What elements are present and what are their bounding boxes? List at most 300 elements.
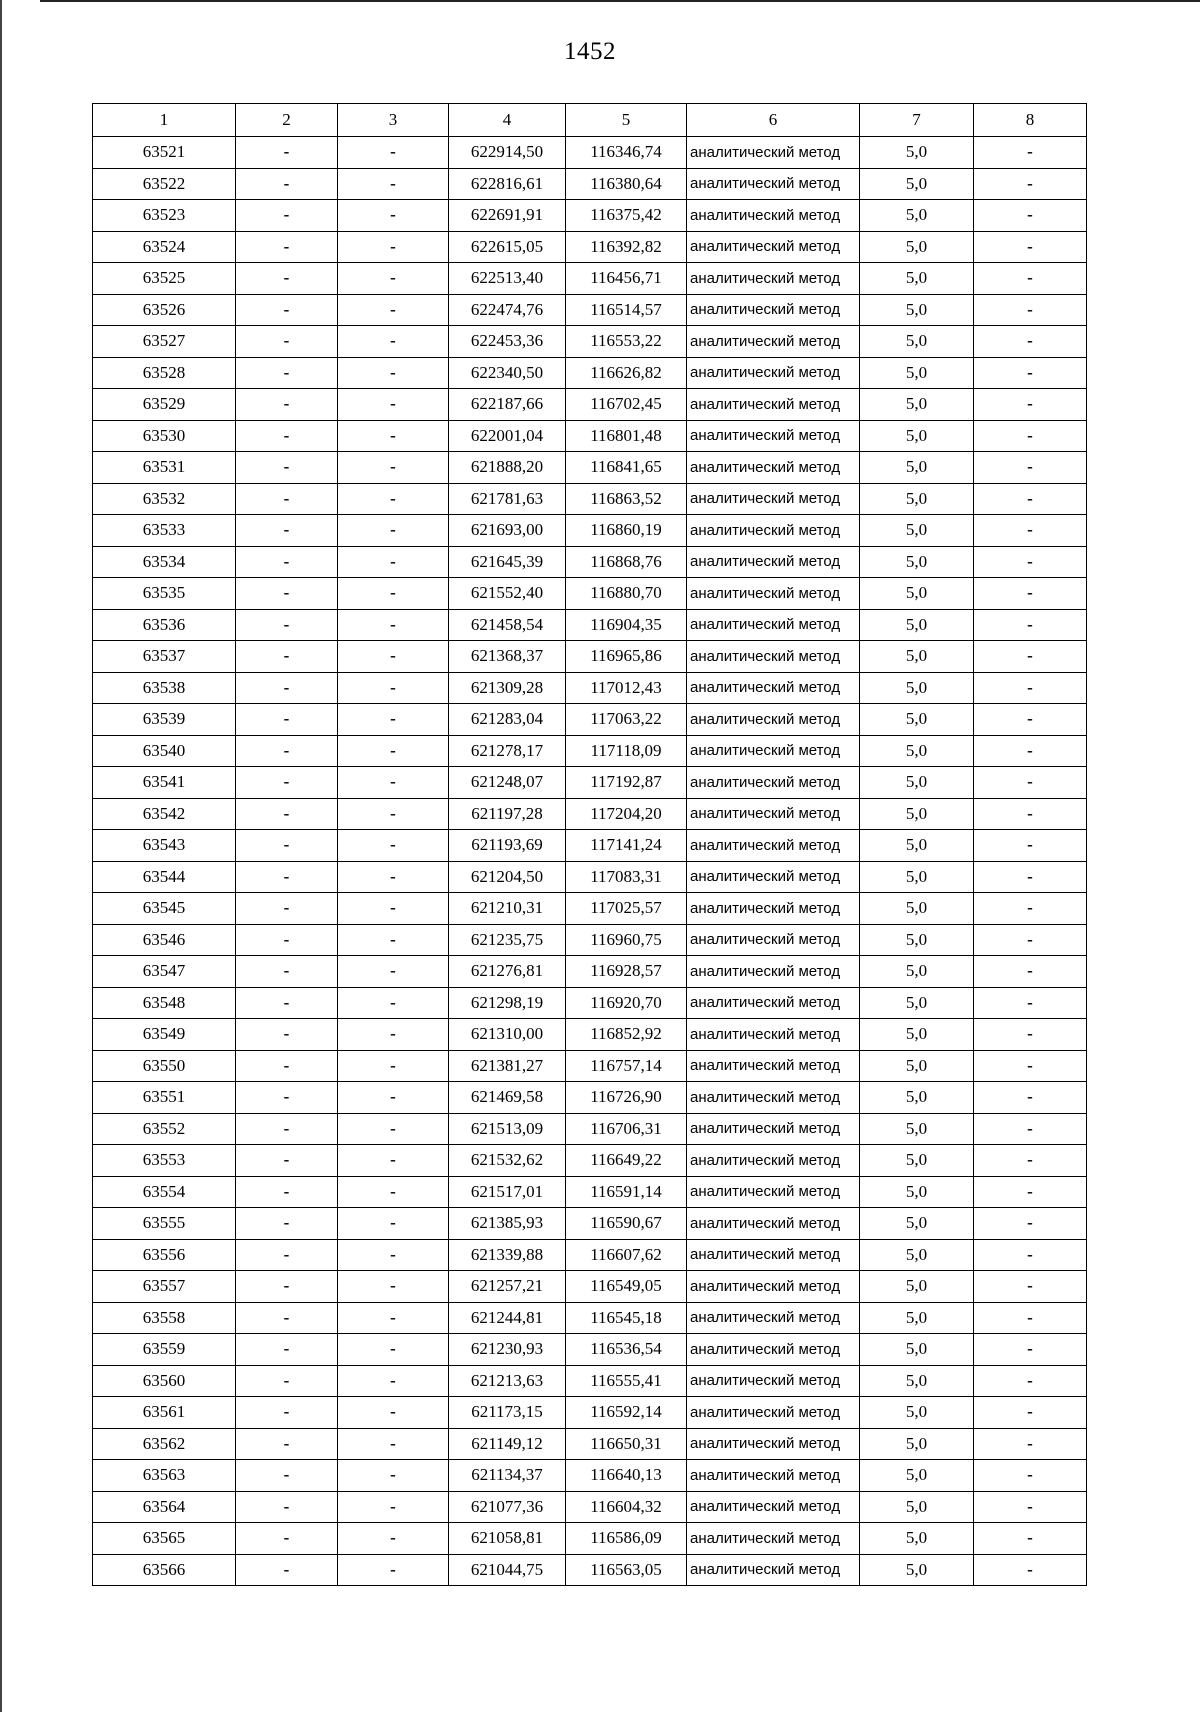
cell-point-number: 63532 <box>93 483 236 515</box>
cell-coord-x: 622187,66 <box>449 389 566 421</box>
cell-point-number: 63543 <box>93 830 236 862</box>
cell-col-2: - <box>236 263 338 295</box>
table-row <box>93 200 1087 232</box>
cell-col-8: - <box>974 1082 1087 1114</box>
table-row <box>93 231 1087 263</box>
cell-accuracy: 5,0 <box>860 1082 974 1114</box>
cell-col-8: - <box>974 767 1087 799</box>
cell-accuracy: 5,0 <box>860 231 974 263</box>
cell-col-2: - <box>236 893 338 925</box>
cell-accuracy: 5,0 <box>860 924 974 956</box>
cell-col-2: - <box>236 1113 338 1145</box>
cell-col-8: - <box>974 1460 1087 1492</box>
cell-method: аналитический метод <box>687 987 860 1019</box>
cell-col-2: - <box>236 924 338 956</box>
cell-method: аналитический метод <box>687 137 860 169</box>
table-row <box>93 137 1087 169</box>
cell-col-8: - <box>974 1334 1087 1366</box>
cell-point-number: 63526 <box>93 294 236 326</box>
cell-col-3: - <box>338 389 449 421</box>
column-header-4: 4 <box>449 104 566 137</box>
cell-col-8: - <box>974 1176 1087 1208</box>
cell-coord-x: 622453,36 <box>449 326 566 358</box>
cell-point-number: 63559 <box>93 1334 236 1366</box>
cell-coord-y: 116591,14 <box>566 1176 687 1208</box>
table-row <box>93 1050 1087 1082</box>
cell-accuracy: 5,0 <box>860 861 974 893</box>
cell-col-3: - <box>338 987 449 1019</box>
cell-coord-x: 621077,36 <box>449 1491 566 1523</box>
cell-method: аналитический метод <box>687 1113 860 1145</box>
cell-col-8: - <box>974 609 1087 641</box>
cell-method: аналитический метод <box>687 1523 860 1555</box>
cell-point-number: 63542 <box>93 798 236 830</box>
cell-accuracy: 5,0 <box>860 704 974 736</box>
cell-col-3: - <box>338 1428 449 1460</box>
cell-col-3: - <box>338 1113 449 1145</box>
cell-accuracy: 5,0 <box>860 987 974 1019</box>
cell-col-8: - <box>974 231 1087 263</box>
cell-method: аналитический метод <box>687 326 860 358</box>
cell-col-3: - <box>338 1334 449 1366</box>
cell-coord-x: 621310,00 <box>449 1019 566 1051</box>
column-header-2: 2 <box>236 104 338 137</box>
cell-point-number: 63554 <box>93 1176 236 1208</box>
cell-col-8: - <box>974 1302 1087 1334</box>
cell-coord-y: 116553,22 <box>566 326 687 358</box>
cell-coord-y: 116626,82 <box>566 357 687 389</box>
cell-coord-y: 116960,75 <box>566 924 687 956</box>
cell-coord-x: 621309,28 <box>449 672 566 704</box>
cell-accuracy: 5,0 <box>860 1460 974 1492</box>
cell-accuracy: 5,0 <box>860 830 974 862</box>
table-row <box>93 672 1087 704</box>
cell-coord-y: 117192,87 <box>566 767 687 799</box>
cell-accuracy: 5,0 <box>860 1554 974 1586</box>
cell-col-2: - <box>236 546 338 578</box>
cell-col-8: - <box>974 294 1087 326</box>
cell-col-8: - <box>974 1523 1087 1555</box>
cell-col-8: - <box>974 830 1087 862</box>
cell-method: аналитический метод <box>687 483 860 515</box>
cell-method: аналитический метод <box>687 546 860 578</box>
cell-coord-y: 116801,48 <box>566 420 687 452</box>
cell-point-number: 63556 <box>93 1239 236 1271</box>
cell-col-2: - <box>236 704 338 736</box>
cell-col-3: - <box>338 1554 449 1586</box>
cell-accuracy: 5,0 <box>860 1113 974 1145</box>
cell-method: аналитический метод <box>687 1334 860 1366</box>
cell-coord-x: 621693,00 <box>449 515 566 547</box>
cell-method: аналитический метод <box>687 1397 860 1429</box>
cell-coord-x: 621276,81 <box>449 956 566 988</box>
cell-col-8: - <box>974 546 1087 578</box>
column-header-3: 3 <box>338 104 449 137</box>
cell-method: аналитический метод <box>687 1145 860 1177</box>
cell-accuracy: 5,0 <box>860 1334 974 1366</box>
cell-point-number: 63550 <box>93 1050 236 1082</box>
cell-point-number: 63547 <box>93 956 236 988</box>
cell-accuracy: 5,0 <box>860 609 974 641</box>
cell-coord-x: 621210,31 <box>449 893 566 925</box>
cell-col-8: - <box>974 1050 1087 1082</box>
cell-col-2: - <box>236 1554 338 1586</box>
cell-coord-x: 621385,93 <box>449 1208 566 1240</box>
cell-col-2: - <box>236 1145 338 1177</box>
cell-coord-y: 116852,92 <box>566 1019 687 1051</box>
cell-col-2: - <box>236 200 338 232</box>
cell-point-number: 63538 <box>93 672 236 704</box>
cell-method: аналитический метод <box>687 1365 860 1397</box>
cell-coord-y: 116555,41 <box>566 1365 687 1397</box>
table-row <box>93 357 1087 389</box>
cell-coord-x: 622513,40 <box>449 263 566 295</box>
cell-point-number: 63566 <box>93 1554 236 1586</box>
table-row <box>93 420 1087 452</box>
cell-accuracy: 5,0 <box>860 798 974 830</box>
cell-coord-x: 622340,50 <box>449 357 566 389</box>
cell-accuracy: 5,0 <box>860 137 974 169</box>
cell-col-2: - <box>236 830 338 862</box>
cell-col-8: - <box>974 137 1087 169</box>
cell-method: аналитический метод <box>687 893 860 925</box>
cell-col-8: - <box>974 672 1087 704</box>
cell-col-3: - <box>338 1145 449 1177</box>
cell-col-3: - <box>338 956 449 988</box>
cell-col-3: - <box>338 672 449 704</box>
cell-col-2: - <box>236 1523 338 1555</box>
cell-col-2: - <box>236 294 338 326</box>
cell-point-number: 63552 <box>93 1113 236 1145</box>
cell-coord-x: 621469,58 <box>449 1082 566 1114</box>
cell-coord-y: 116380,64 <box>566 168 687 200</box>
cell-accuracy: 5,0 <box>860 1239 974 1271</box>
cell-col-2: - <box>236 1050 338 1082</box>
cell-coord-x: 621532,62 <box>449 1145 566 1177</box>
cell-point-number: 63535 <box>93 578 236 610</box>
cell-col-8: - <box>974 1208 1087 1240</box>
cell-col-3: - <box>338 168 449 200</box>
table-row <box>93 1460 1087 1492</box>
cell-col-2: - <box>236 452 338 484</box>
table-row <box>93 1176 1087 1208</box>
table-row <box>93 641 1087 673</box>
cell-col-2: - <box>236 357 338 389</box>
cell-col-3: - <box>338 1082 449 1114</box>
cell-coord-x: 622691,91 <box>449 200 566 232</box>
cell-point-number: 63536 <box>93 609 236 641</box>
cell-coord-x: 621458,54 <box>449 609 566 641</box>
cell-col-8: - <box>974 924 1087 956</box>
cell-accuracy: 5,0 <box>860 641 974 673</box>
cell-col-2: - <box>236 1334 338 1366</box>
cell-point-number: 63528 <box>93 357 236 389</box>
cell-col-8: - <box>974 1365 1087 1397</box>
table-row <box>93 1145 1087 1177</box>
cell-method: аналитический метод <box>687 1239 860 1271</box>
cell-col-3: - <box>338 200 449 232</box>
cell-col-3: - <box>338 893 449 925</box>
cell-point-number: 63540 <box>93 735 236 767</box>
cell-method: аналитический метод <box>687 609 860 641</box>
cell-coord-y: 117141,24 <box>566 830 687 862</box>
cell-coord-x: 621244,81 <box>449 1302 566 1334</box>
cell-coord-x: 621149,12 <box>449 1428 566 1460</box>
cell-coord-x: 622001,04 <box>449 420 566 452</box>
cell-accuracy: 5,0 <box>860 1145 974 1177</box>
cell-point-number: 63564 <box>93 1491 236 1523</box>
cell-coord-y: 116392,82 <box>566 231 687 263</box>
cell-col-3: - <box>338 609 449 641</box>
cell-coord-y: 116346,74 <box>566 137 687 169</box>
cell-accuracy: 5,0 <box>860 1302 974 1334</box>
cell-col-3: - <box>338 1491 449 1523</box>
cell-col-2: - <box>236 1428 338 1460</box>
cell-coord-x: 621888,20 <box>449 452 566 484</box>
cell-method: аналитический метод <box>687 861 860 893</box>
cell-coord-y: 116456,71 <box>566 263 687 295</box>
cell-col-8: - <box>974 641 1087 673</box>
cell-point-number: 63546 <box>93 924 236 956</box>
cell-accuracy: 5,0 <box>860 168 974 200</box>
table-row <box>93 861 1087 893</box>
cell-coord-y: 116640,13 <box>566 1460 687 1492</box>
cell-coord-y: 116607,62 <box>566 1239 687 1271</box>
cell-method: аналитический метод <box>687 1491 860 1523</box>
cell-coord-y: 116860,19 <box>566 515 687 547</box>
cell-coord-y: 116650,31 <box>566 1428 687 1460</box>
cell-point-number: 63563 <box>93 1460 236 1492</box>
cell-col-8: - <box>974 1491 1087 1523</box>
cell-coord-x: 621781,63 <box>449 483 566 515</box>
cell-point-number: 63521 <box>93 137 236 169</box>
cell-point-number: 63555 <box>93 1208 236 1240</box>
cell-coord-x: 621339,88 <box>449 1239 566 1271</box>
cell-accuracy: 5,0 <box>860 956 974 988</box>
table-row <box>93 1302 1087 1334</box>
cell-method: аналитический метод <box>687 389 860 421</box>
cell-method: аналитический метод <box>687 452 860 484</box>
table-row <box>93 1554 1087 1586</box>
cell-point-number: 63530 <box>93 420 236 452</box>
cell-col-2: - <box>236 1397 338 1429</box>
cell-coord-y: 116563,05 <box>566 1554 687 1586</box>
cell-accuracy: 5,0 <box>860 1050 974 1082</box>
cell-col-8: - <box>974 1554 1087 1586</box>
cell-accuracy: 5,0 <box>860 1523 974 1555</box>
cell-col-2: - <box>236 137 338 169</box>
table-row <box>93 578 1087 610</box>
cell-coord-y: 116536,54 <box>566 1334 687 1366</box>
cell-method: аналитический метод <box>687 641 860 673</box>
cell-col-3: - <box>338 1271 449 1303</box>
cell-col-3: - <box>338 1239 449 1271</box>
cell-method: аналитический метод <box>687 420 860 452</box>
cell-point-number: 63523 <box>93 200 236 232</box>
cell-col-3: - <box>338 231 449 263</box>
cell-coord-y: 116375,42 <box>566 200 687 232</box>
cell-method: аналитический метод <box>687 1554 860 1586</box>
cell-method: аналитический метод <box>687 1302 860 1334</box>
cell-col-2: - <box>236 767 338 799</box>
cell-accuracy: 5,0 <box>860 767 974 799</box>
cell-col-2: - <box>236 420 338 452</box>
cell-col-8: - <box>974 893 1087 925</box>
cell-col-3: - <box>338 137 449 169</box>
table-row <box>93 1334 1087 1366</box>
cell-accuracy: 5,0 <box>860 294 974 326</box>
cell-point-number: 63560 <box>93 1365 236 1397</box>
cell-col-2: - <box>236 1176 338 1208</box>
table-row <box>93 704 1087 736</box>
cell-col-3: - <box>338 1176 449 1208</box>
cell-method: аналитический метод <box>687 168 860 200</box>
cell-coord-x: 621197,28 <box>449 798 566 830</box>
cell-method: аналитический метод <box>687 231 860 263</box>
cell-coord-x: 621381,27 <box>449 1050 566 1082</box>
cell-col-2: - <box>236 1082 338 1114</box>
cell-coord-y: 116545,18 <box>566 1302 687 1334</box>
table-row <box>93 1397 1087 1429</box>
cell-col-8: - <box>974 389 1087 421</box>
cell-method: аналитический метод <box>687 956 860 988</box>
cell-accuracy: 5,0 <box>860 357 974 389</box>
cell-method: аналитический метод <box>687 200 860 232</box>
cell-accuracy: 5,0 <box>860 1176 974 1208</box>
cell-accuracy: 5,0 <box>860 515 974 547</box>
cell-method: аналитический метод <box>687 578 860 610</box>
cell-col-3: - <box>338 1019 449 1051</box>
table-row <box>93 294 1087 326</box>
cell-point-number: 63551 <box>93 1082 236 1114</box>
cell-coord-x: 621283,04 <box>449 704 566 736</box>
cell-col-3: - <box>338 735 449 767</box>
table-row <box>93 483 1087 515</box>
cell-method: аналитический метод <box>687 357 860 389</box>
cell-col-8: - <box>974 1271 1087 1303</box>
cell-coord-x: 621193,69 <box>449 830 566 862</box>
cell-coord-y: 116928,57 <box>566 956 687 988</box>
cell-method: аналитический метод <box>687 672 860 704</box>
cell-coord-y: 116863,52 <box>566 483 687 515</box>
cell-col-3: - <box>338 263 449 295</box>
cell-method: аналитический метод <box>687 704 860 736</box>
table-row <box>93 326 1087 358</box>
cell-point-number: 63561 <box>93 1397 236 1429</box>
cell-col-2: - <box>236 735 338 767</box>
cell-point-number: 63533 <box>93 515 236 547</box>
table-row <box>93 1239 1087 1271</box>
cell-coord-x: 621173,15 <box>449 1397 566 1429</box>
cell-col-2: - <box>236 1239 338 1271</box>
cell-coord-x: 621134,37 <box>449 1460 566 1492</box>
cell-col-2: - <box>236 1208 338 1240</box>
cell-method: аналитический метод <box>687 1176 860 1208</box>
cell-col-2: - <box>236 389 338 421</box>
table-row <box>93 452 1087 484</box>
cell-method: аналитический метод <box>687 263 860 295</box>
cell-point-number: 63553 <box>93 1145 236 1177</box>
cell-method: аналитический метод <box>687 1082 860 1114</box>
cell-point-number: 63544 <box>93 861 236 893</box>
table-row <box>93 1113 1087 1145</box>
cell-accuracy: 5,0 <box>860 1491 974 1523</box>
cell-col-3: - <box>338 924 449 956</box>
table-row <box>93 893 1087 925</box>
cell-col-8: - <box>974 1397 1087 1429</box>
cell-method: аналитический метод <box>687 830 860 862</box>
cell-col-2: - <box>236 987 338 1019</box>
cell-col-2: - <box>236 168 338 200</box>
cell-col-8: - <box>974 515 1087 547</box>
cell-accuracy: 5,0 <box>860 578 974 610</box>
cell-col-3: - <box>338 861 449 893</box>
cell-point-number: 63549 <box>93 1019 236 1051</box>
cell-col-8: - <box>974 357 1087 389</box>
table-row <box>93 924 1087 956</box>
cell-col-3: - <box>338 830 449 862</box>
table-row <box>93 1523 1087 1555</box>
cell-coord-y: 116868,76 <box>566 546 687 578</box>
cell-coord-y: 116592,14 <box>566 1397 687 1429</box>
cell-coord-y: 117012,43 <box>566 672 687 704</box>
cell-coord-x: 621248,07 <box>449 767 566 799</box>
cell-accuracy: 5,0 <box>860 893 974 925</box>
column-header-8: 8 <box>974 104 1087 137</box>
cell-col-8: - <box>974 987 1087 1019</box>
cell-col-3: - <box>338 452 449 484</box>
cell-point-number: 63545 <box>93 893 236 925</box>
table-row <box>93 1365 1087 1397</box>
cell-col-2: - <box>236 1460 338 1492</box>
cell-col-8: - <box>974 1113 1087 1145</box>
cell-col-3: - <box>338 798 449 830</box>
column-header-6: 6 <box>687 104 860 137</box>
cell-point-number: 63557 <box>93 1271 236 1303</box>
cell-coord-y: 116590,67 <box>566 1208 687 1240</box>
cell-coord-y: 117204,20 <box>566 798 687 830</box>
cell-accuracy: 5,0 <box>860 1397 974 1429</box>
cell-point-number: 63558 <box>93 1302 236 1334</box>
cell-col-3: - <box>338 1523 449 1555</box>
table-row <box>93 1208 1087 1240</box>
cell-accuracy: 5,0 <box>860 452 974 484</box>
cell-method: аналитический метод <box>687 767 860 799</box>
cell-coord-y: 116920,70 <box>566 987 687 1019</box>
table-row <box>93 956 1087 988</box>
cell-col-2: - <box>236 798 338 830</box>
header-row <box>93 104 1087 137</box>
cell-point-number: 63527 <box>93 326 236 358</box>
cell-col-8: - <box>974 798 1087 830</box>
cell-col-2: - <box>236 1491 338 1523</box>
cell-method: аналитический метод <box>687 1460 860 1492</box>
cell-col-8: - <box>974 704 1087 736</box>
table-row <box>93 1082 1087 1114</box>
cell-point-number: 63541 <box>93 767 236 799</box>
cell-col-3: - <box>338 1050 449 1082</box>
cell-coord-x: 621204,50 <box>449 861 566 893</box>
cell-col-8: - <box>974 483 1087 515</box>
cell-col-2: - <box>236 1365 338 1397</box>
cell-col-8: - <box>974 326 1087 358</box>
cell-method: аналитический метод <box>687 924 860 956</box>
cell-coord-x: 621278,17 <box>449 735 566 767</box>
cell-point-number: 63562 <box>93 1428 236 1460</box>
cell-col-3: - <box>338 357 449 389</box>
cell-coord-x: 621213,63 <box>449 1365 566 1397</box>
cell-point-number: 63524 <box>93 231 236 263</box>
